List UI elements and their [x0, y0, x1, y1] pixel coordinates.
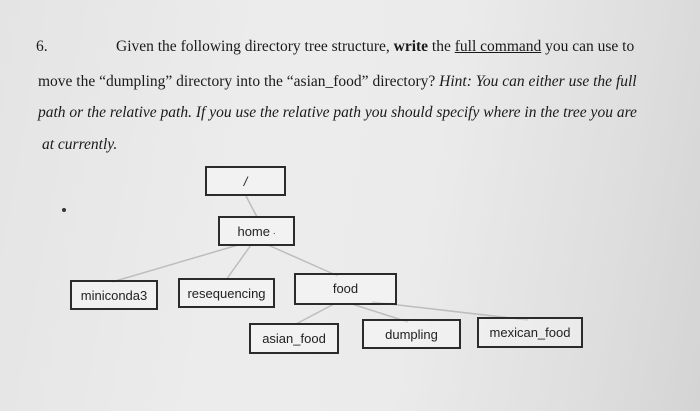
node-miniconda3: miniconda3 — [70, 280, 158, 310]
question-number: 6. — [36, 38, 48, 55]
question-line-2: move the “dumpling” directory into the “asian_food” directory? Hint: You can either use the full — [38, 73, 637, 90]
edge-food-asian — [296, 304, 334, 324]
node-food: food — [294, 273, 397, 305]
question-line-4: at currently. — [42, 136, 118, 153]
underline-full-command: full command — [454, 38, 542, 55]
hint-text: Hint: You can either use the full — [439, 73, 637, 90]
question-line-1: Given the following directory tree structure, write the full command you can use to — [116, 38, 635, 55]
node-resequencing: resequencing — [178, 278, 275, 308]
edge-root-home — [246, 196, 257, 217]
edge-home-miniconda3 — [112, 245, 238, 282]
edge-home-food — [268, 245, 338, 276]
question-line-3: path or the relative path. If you use the relative path you should specify where in the tree you are — [38, 104, 637, 121]
node-mexican-food: mexican_food — [477, 317, 583, 348]
node-root: / — [205, 166, 286, 196]
emphasis-write: write — [393, 38, 429, 55]
node-dumpling: dumpling — [362, 319, 461, 349]
edge-home-resequencing — [226, 245, 251, 280]
node-asian-food: asian_food — [249, 323, 339, 354]
node-home: home . — [218, 216, 295, 246]
